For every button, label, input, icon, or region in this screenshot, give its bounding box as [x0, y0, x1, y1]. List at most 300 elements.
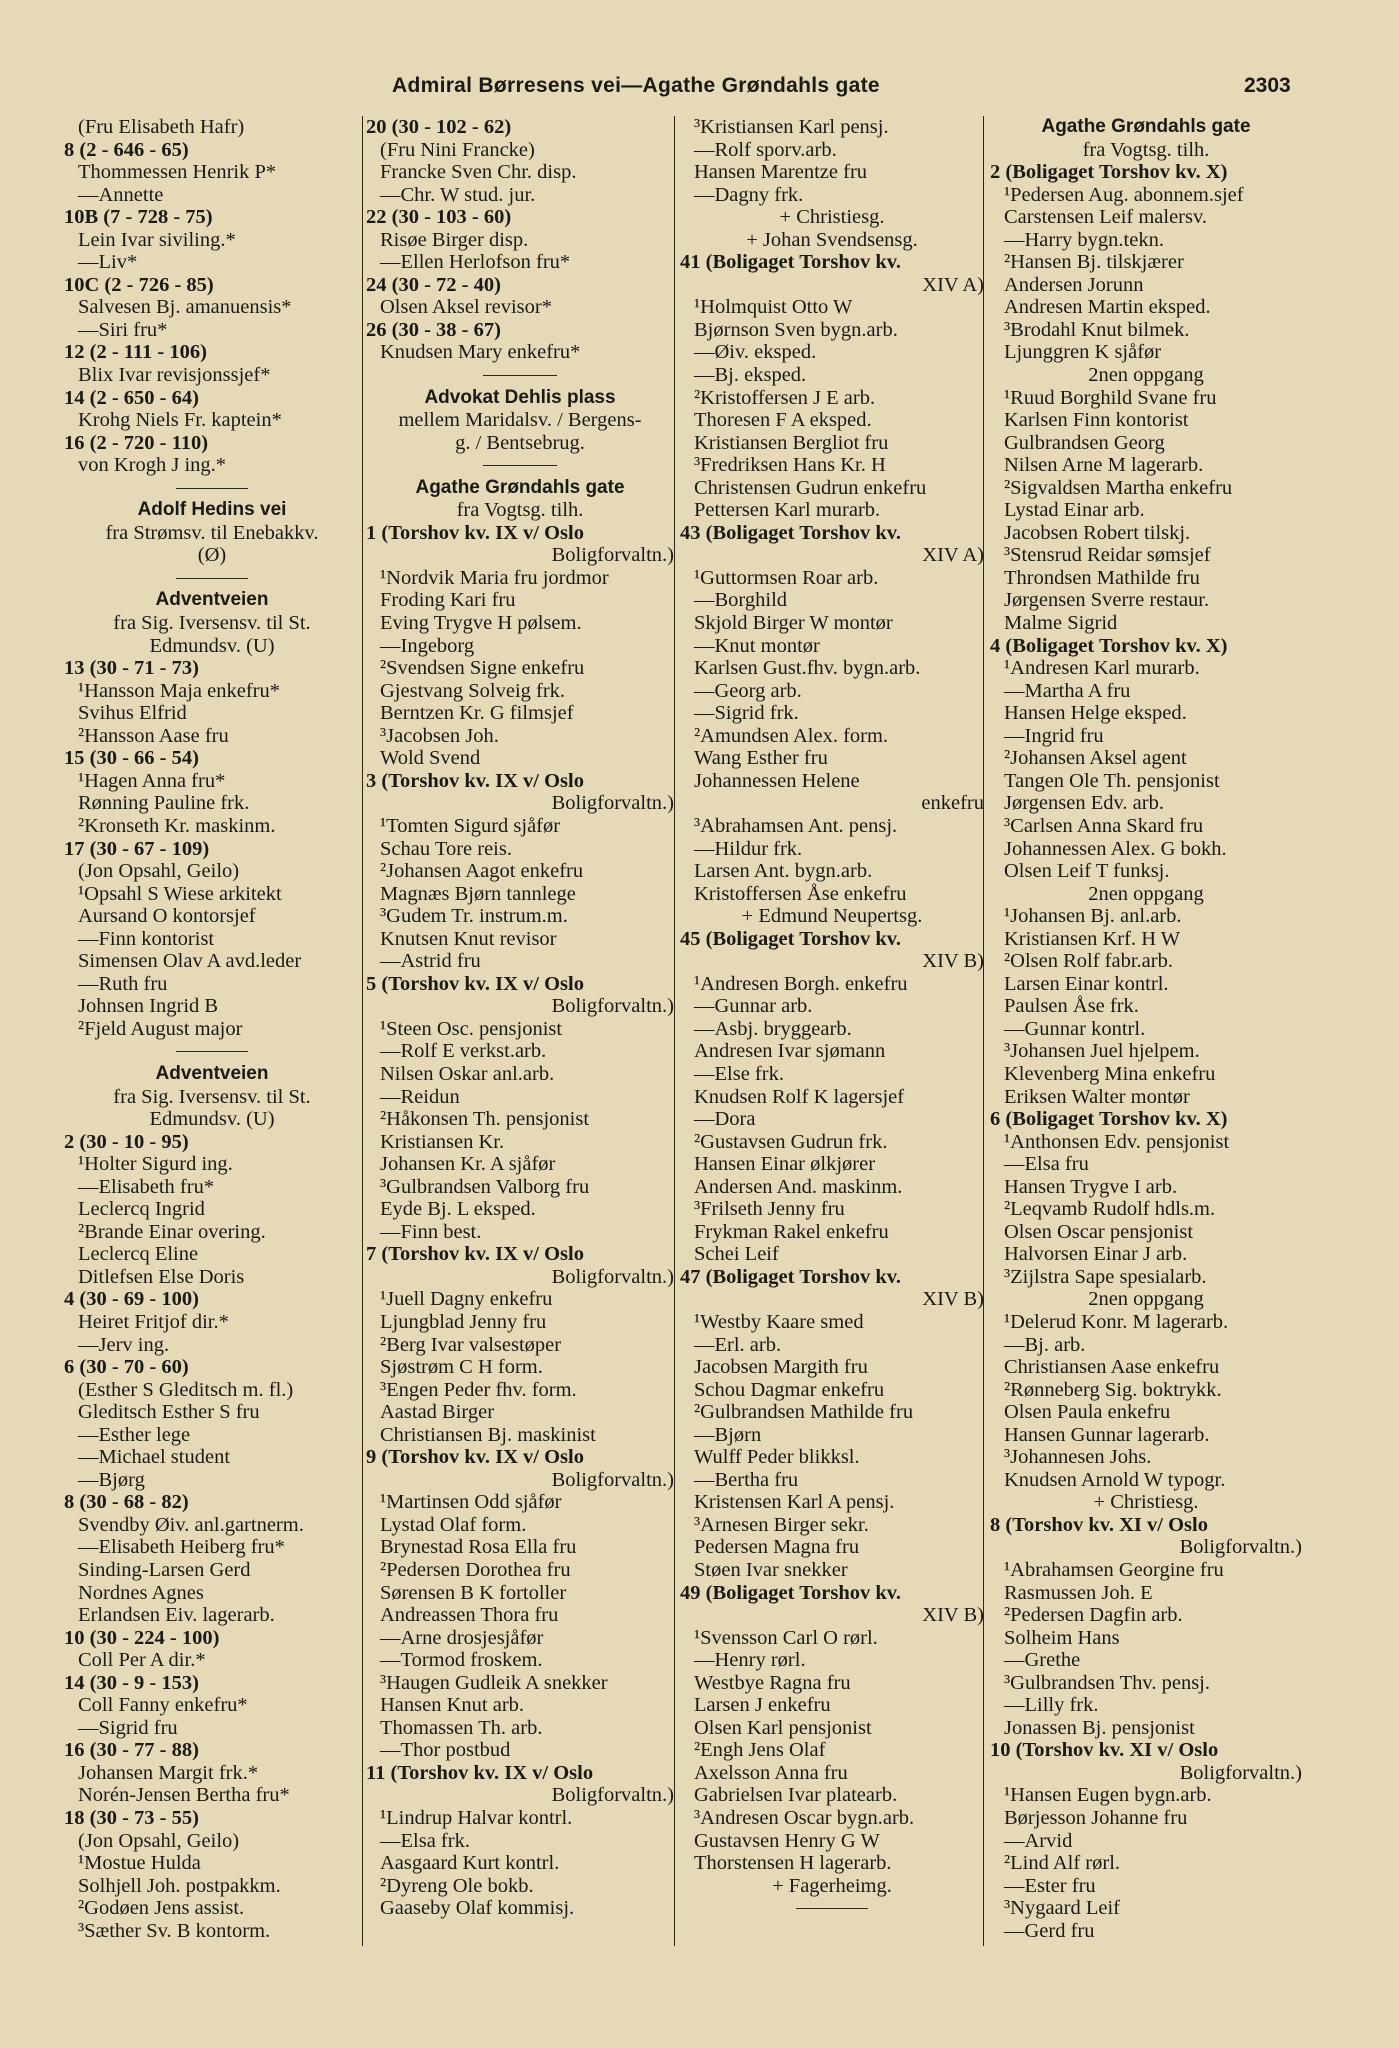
directory-line: Aasgaard Kurt kontrl. — [380, 1852, 560, 1875]
directory-line: ²Engh Jens Olaf — [694, 1739, 826, 1762]
directory-line: ³Johansen Juel hjelpem. — [1004, 1040, 1200, 1063]
directory-line: ¹Mostue Hulda — [78, 1852, 201, 1875]
directory-line: —Gerd fru — [1004, 1919, 1095, 1942]
directory-line: 10C (2 - 726 - 85) — [64, 273, 214, 296]
directory-line: Francke Sven Chr. disp. — [380, 161, 577, 184]
directory-line: + Fagerheimg. — [772, 1874, 892, 1897]
directory-line: ¹Anthonsen Edv. pensjonist — [1004, 1130, 1230, 1153]
directory-line: Jonassen Bj. pensjonist — [1004, 1716, 1195, 1739]
directory-line: ²Johansen Aagot enkefru — [380, 860, 584, 883]
directory-line: ¹Delerud Konr. M lagerarb. — [1004, 1310, 1229, 1333]
directory-line: Andersen Jorunn — [1004, 273, 1144, 296]
directory-line: —Knut montør — [694, 634, 820, 657]
directory-line: —Ingrid fru — [1004, 724, 1104, 747]
directory-line: ³Gulbrandsen Thv. pensj. — [1004, 1671, 1210, 1694]
directory-line: (Fru Nini Francke) — [380, 138, 535, 161]
directory-line: —Henry rørl. — [694, 1649, 806, 1672]
directory-line: —Dora — [694, 1108, 756, 1131]
directory-line: 2nen oppgang — [1088, 882, 1204, 905]
directory-line: ³Sæther Sv. B kontorm. — [78, 1919, 271, 1942]
directory-line: 16 (30 - 77 - 88) — [64, 1739, 199, 1762]
directory-line: —Bj. eksped. — [694, 364, 807, 387]
directory-line: 24 (30 - 72 - 40) — [366, 273, 501, 296]
directory-line: + Edmund Neupertsg. — [741, 905, 923, 928]
directory-line: 10 (Torshov kv. XI v/ Oslo — [990, 1739, 1219, 1762]
directory-line: —Sigrid fru — [78, 1716, 178, 1739]
directory-line: ³Arnesen Birger sekr. — [694, 1513, 869, 1536]
directory-line: ²Amundsen Alex. form. — [694, 724, 889, 747]
directory-line: 3 (Torshov kv. IX v/ Oslo — [366, 769, 584, 792]
directory-line: Andersen And. maskinm. — [694, 1175, 903, 1198]
directory-line: Gjestvang Solveig frk. — [380, 679, 566, 702]
directory-line: ²Kristoffersen J E arb. — [694, 386, 876, 409]
page-number: 2303 — [1244, 74, 1291, 97]
directory-line: Gustavsen Henry G W — [694, 1829, 880, 1852]
directory-line: 5 (Torshov kv. IX v/ Oslo — [366, 972, 584, 995]
directory-line: ²Lind Alf rørl. — [1004, 1852, 1121, 1875]
directory-line: —Finn kontorist — [78, 927, 215, 950]
directory-line: Skjold Birger W montør — [694, 612, 893, 635]
directory-line: 4 (Boligaget Torshov kv. X) — [990, 634, 1228, 657]
directory-line: ²Hansen Bj. tilskjærer — [1004, 251, 1184, 274]
directory-line: —Elsa frk. — [380, 1829, 470, 1852]
directory-line: Kristiansen Kr. — [380, 1130, 505, 1153]
directory-line: —Thor postbud — [380, 1739, 511, 1762]
directory-line: XIV A) — [922, 273, 984, 296]
directory-line: ²Gustavsen Gudrun frk. — [694, 1130, 888, 1153]
directory-line: Boligforvaltn.) — [1179, 1536, 1302, 1559]
directory-line: Hansen Gunnar lagerarb. — [1004, 1423, 1210, 1446]
directory-line: Nilsen Oskar anl.arb. — [380, 1062, 555, 1085]
directory-line: 9 (Torshov kv. IX v/ Oslo — [366, 1446, 584, 1469]
directory-line: —Reidun — [380, 1085, 460, 1108]
directory-line: ¹Westby Kaare smed — [694, 1310, 864, 1333]
directory-line: —Ester fru — [1004, 1874, 1096, 1897]
directory-line: Boligforvaltn.) — [551, 792, 674, 815]
directory-line: —Lilly frk. — [1004, 1694, 1099, 1717]
directory-line: Bjørnson Sven bygn.arb. — [694, 318, 898, 341]
directory-line: —Grethe — [1004, 1649, 1081, 1672]
directory-line: Eving Trygve H pølsem. — [380, 612, 582, 635]
directory-line: Sjøstrøm C H form. — [380, 1356, 543, 1379]
directory-line: Svihus Elfrid — [78, 702, 187, 725]
directory-line: Børjesson Johanne fru — [1004, 1807, 1188, 1830]
column-1 — [64, 116, 360, 1942]
directory-line: (Jon Opsahl, Geilo) — [78, 1829, 240, 1852]
directory-line: + Christiesg. — [779, 206, 885, 229]
directory-line: g. / Bentsebrug. — [455, 431, 585, 454]
directory-line: Klevenberg Mina enkefru — [1004, 1062, 1216, 1085]
directory-line: Axelsson Anna fru — [694, 1761, 848, 1784]
directory-line: 17 (30 - 67 - 109) — [64, 837, 210, 860]
directory-line: fra Vogtsg. tilh. — [456, 499, 584, 522]
directory-line: —Rolf E verkst.arb. — [380, 1040, 547, 1063]
directory-line: Brynestad Rosa Ella fru — [380, 1536, 577, 1559]
directory-line: ³Gudem Tr. instrum.m. — [380, 905, 568, 928]
directory-line: ²Godøen Jens assist. — [78, 1897, 245, 1920]
directory-line: Berntzen Kr. G filmsjef — [380, 702, 574, 725]
directory-line: —Rolf sporv.arb. — [694, 138, 837, 161]
directory-line: ¹Abrahamsen Georgine fru — [1004, 1559, 1224, 1581]
directory-line: Hansen Knut arb. — [380, 1694, 525, 1717]
directory-line: —Esther lege — [78, 1423, 191, 1446]
directory-line: ¹Martinsen Odd sjåfør — [380, 1491, 562, 1514]
directory-line: Boligforvaltn.) — [551, 1265, 674, 1288]
directory-line: —Ruth fru — [78, 972, 168, 995]
directory-line: Erlandsen Eiv. lagerarb. — [78, 1604, 275, 1627]
directory-line: Hansen Einar ølkjører — [694, 1153, 876, 1176]
directory-line: ³Fredriksen Hans Kr. H — [694, 454, 886, 477]
directory-line: Boligforvaltn.) — [551, 544, 674, 567]
directory-line: 2 (Boligaget Torshov kv. X) — [990, 161, 1228, 184]
column-2 — [366, 116, 674, 1920]
directory-line: (Fru Elisabeth Hafr) — [78, 116, 245, 138]
directory-line: 20 (30 - 102 - 62) — [366, 116, 512, 138]
directory-line: Gleditsch Esther S fru — [78, 1401, 260, 1424]
directory-line: ³Frilseth Jenny fru — [694, 1198, 845, 1221]
directory-line: Hansen Trygve I arb. — [1004, 1175, 1178, 1198]
directory-line: (Ø) — [197, 544, 227, 567]
directory-line: ²Rønneberg Sig. boktrykk. — [1004, 1378, 1222, 1401]
directory-line: Kristoffersen Åse enkefru — [694, 882, 907, 905]
directory-line: Ditlefsen Else Doris — [78, 1265, 245, 1288]
directory-line: 43 (Boligaget Torshov kv. — [680, 521, 901, 544]
directory-line: —Bertha fru — [694, 1468, 799, 1491]
directory-line: —Erl. arb. — [694, 1333, 782, 1356]
directory-line: 2 (30 - 10 - 95) — [64, 1130, 189, 1153]
directory-line: Frykman Rakel enkefru — [694, 1220, 889, 1243]
directory-line: Olsen Oscar pensjonist — [1004, 1220, 1194, 1243]
directory-line: Thorstensen H lagerarb. — [694, 1852, 892, 1875]
directory-line: Svendby Øiv. anl.gartnerm. — [78, 1513, 304, 1536]
directory-line: Thommessen Henrik P* — [78, 161, 277, 184]
directory-line: ²Kronseth Kr. maskinm. — [78, 814, 276, 837]
directory-line: Olsen Paula enkefru — [1004, 1401, 1171, 1424]
directory-line: —Arne drosjesjåfør — [380, 1626, 544, 1649]
directory-line: ³Jacobsen Joh. — [380, 724, 499, 747]
directory-line: 8 (Torshov kv. XI v/ Oslo — [990, 1513, 1208, 1536]
directory-line: ¹Ruud Borghild Svane fru — [1004, 386, 1217, 409]
directory-line: Thoresen F A eksped. — [694, 409, 872, 432]
directory-line: —Martha A fru — [1004, 679, 1131, 702]
directory-line: Leclercq Ingrid — [78, 1198, 205, 1221]
directory-line: ²Olsen Rolf fabr.arb. — [1004, 950, 1173, 973]
directory-line: Schau Tore reis. — [380, 837, 512, 860]
directory-line: ²Håkonsen Th. pensjonist — [380, 1108, 590, 1131]
directory-line: Nilsen Arne M lagerarb. — [1004, 454, 1204, 477]
directory-line: ²Leqvamb Rudolf hdls.m. — [1004, 1198, 1216, 1221]
directory-line: Thomassen Th. arb. — [380, 1716, 543, 1739]
directory-line: Andresen Ivar sjømann — [694, 1040, 886, 1063]
directory-line: —Siri fru* — [78, 318, 168, 341]
section-divider — [366, 364, 674, 387]
directory-line: Coll Fanny enkefru* — [78, 1694, 248, 1717]
directory-line: Kristiansen Bergliot fru — [694, 431, 889, 454]
directory-line: 10 (30 - 224 - 100) — [64, 1626, 220, 1649]
directory-line: —Elsa fru — [1004, 1153, 1089, 1176]
directory-line: Ljunggren K sjåfør — [1004, 341, 1162, 364]
directory-line: Olsen Aksel revisor* — [380, 296, 552, 319]
directory-line: Larsen Ant. bygn.arb. — [694, 860, 873, 883]
directory-line: Krohg Niels Fr. kaptein* — [78, 409, 282, 432]
directory-line: —Bj. arb. — [1004, 1333, 1086, 1356]
directory-line: Simensen Olav A avd.leder — [78, 950, 302, 973]
directory-line: Pedersen Magna fru — [694, 1536, 860, 1559]
directory-line: Rønning Pauline frk. — [78, 792, 250, 815]
directory-line: ³Andresen Oscar bygn.arb. — [694, 1807, 915, 1830]
directory-line: ³Gulbrandsen Valborg fru — [380, 1175, 590, 1198]
directory-line: —Jerv ing. — [78, 1333, 170, 1356]
directory-line: ³Abrahamsen Ant. pensj. — [694, 814, 898, 837]
directory-line: Jacobsen Robert tilskj. — [1004, 521, 1191, 544]
directory-line: 1 (Torshov kv. IX v/ Oslo — [366, 521, 584, 544]
directory-line: ¹Andresen Borgh. enkefru — [694, 972, 908, 995]
directory-line: —Chr. W stud. jur. — [380, 183, 536, 206]
directory-line: 49 (Boligaget Torshov kv. — [680, 1581, 901, 1604]
directory-line: ¹Tomten Sigurd sjåfør — [380, 814, 561, 837]
directory-line: Jørgensen Sverre restaur. — [1004, 589, 1210, 612]
directory-line: Karlsen Gust.fhv. bygn.arb. — [694, 657, 921, 680]
directory-line: 18 (30 - 73 - 55) — [64, 1807, 199, 1830]
directory-line: 15 (30 - 66 - 54) — [64, 747, 199, 770]
directory-line: 10B (7 - 728 - 75) — [64, 206, 213, 229]
directory-line: fra Sig. Iversensv. til St. — [113, 1085, 311, 1108]
directory-line: Gabrielsen Ivar platearb. — [694, 1784, 898, 1807]
directory-line: Knudsen Mary enkefru* — [380, 341, 581, 364]
directory-line: —Finn best. — [380, 1220, 482, 1243]
column-4 — [990, 116, 1302, 1942]
directory-line: —Astrid fru — [380, 950, 481, 973]
directory-line: —Ellen Herlofson fru* — [380, 251, 571, 274]
directory-line: Wang Esther fru — [694, 747, 828, 770]
directory-line: Rasmussen Joh. E — [1004, 1581, 1153, 1604]
directory-line: 2nen oppgang — [1088, 364, 1204, 387]
directory-line: —Georg arb. — [694, 679, 802, 702]
directory-line: (Esther S Gleditsch m. fl.) — [78, 1378, 294, 1401]
directory-line: 13 (30 - 71 - 73) — [64, 657, 199, 680]
directory-line: 2nen oppgang — [1088, 1288, 1204, 1311]
directory-line: Johannessen Alex. G bokh. — [1004, 837, 1227, 860]
directory-line: Knudsen Arnold W typogr. — [1004, 1468, 1226, 1491]
directory-line: Johansen Kr. A sjåfør — [380, 1153, 556, 1176]
directory-line: Boligforvaltn.) — [551, 995, 674, 1018]
directory-line: ²Berg Ivar valsestøper — [380, 1333, 562, 1356]
directory-line: 12 (2 - 111 - 106) — [64, 341, 207, 364]
directory-line: Eriksen Walter montør — [1004, 1085, 1190, 1108]
directory-line: 8 (30 - 68 - 82) — [64, 1491, 189, 1514]
directory-line: Larsen Einar kontrl. — [1004, 972, 1169, 995]
directory-line: 14 (2 - 650 - 64) — [64, 386, 199, 409]
directory-line: ²Gulbrandsen Mathilde fru — [694, 1401, 914, 1424]
directory-line: ³Brodahl Knut bilmek. — [1004, 318, 1190, 341]
directory-line: Gulbrandsen Georg — [1004, 431, 1165, 454]
directory-line: ¹Johansen Bj. anl.arb. — [1004, 905, 1182, 928]
directory-line: Heiret Fritjof dir.* — [78, 1310, 229, 1333]
directory-line: Solhjell Joh. postpakkm. — [78, 1874, 281, 1897]
directory-line: ¹Guttormsen Roar arb. — [694, 566, 879, 589]
directory-line: ¹Andresen Karl murarb. — [1004, 657, 1200, 680]
directory-line: ³Stensrud Reidar sømsjef — [1004, 544, 1211, 567]
directory-line: ³Johannesen Johs. — [1004, 1446, 1152, 1469]
directory-line: ³Carlsen Anna Skard fru — [1004, 814, 1204, 837]
directory-line: XIV B) — [922, 950, 984, 973]
page-header-title: Admiral Børresens vei—Agathe Grøndahls gate — [392, 74, 880, 97]
directory-line: Salvesen Bj. amanuensis* — [78, 296, 292, 319]
directory-line: Knutsen Knut revisor — [380, 927, 557, 950]
directory-line: ¹Juell Dagny enkefru — [380, 1288, 553, 1311]
directory-line: —Elisabeth Heiberg fru* — [78, 1536, 285, 1559]
directory-line: ³Haugen Gudleik A snekker — [380, 1671, 608, 1694]
directory-line: ¹Lindrup Halvar kontrl. — [380, 1807, 573, 1830]
section-divider — [64, 567, 360, 590]
directory-line: Aastad Birger — [380, 1401, 495, 1424]
directory-line: Olsen Karl pensjonist — [694, 1716, 872, 1739]
directory-line: Carstensen Leif malersv. — [1004, 206, 1208, 229]
section-divider — [680, 1897, 984, 1920]
directory-line: Westbye Ragna fru — [694, 1671, 851, 1694]
directory-line: Wold Svend — [380, 747, 481, 770]
directory-line: Schei Leif — [694, 1243, 779, 1266]
directory-line: ¹Hansen Eugen bygn.arb. — [1004, 1784, 1212, 1807]
directory-line: Schou Dagmar enkefru — [694, 1378, 885, 1401]
column-rule — [362, 116, 363, 1946]
directory-line: Ljungblad Jenny fru — [380, 1310, 547, 1333]
directory-line: ²Dyreng Ole bokb. — [380, 1874, 534, 1897]
street-heading: Agathe Grøndahls gate — [1041, 116, 1251, 137]
directory-line: Risøe Birger disp. — [380, 228, 529, 251]
directory-line: Lystad Einar arb. — [1004, 499, 1145, 522]
directory-line: Halvorsen Einar J arb. — [1004, 1243, 1188, 1266]
directory-line: ²Johansen Aksel agent — [1004, 747, 1187, 770]
directory-line: fra Strømsv. til Enebakkv. — [105, 521, 319, 544]
directory-line: 41 (Boligaget Torshov kv. — [680, 251, 901, 274]
directory-line: 4 (30 - 69 - 100) — [64, 1288, 199, 1311]
directory-line: Johnsen Ingrid B — [78, 995, 219, 1018]
directory-line: 6 (30 - 70 - 60) — [64, 1356, 189, 1379]
directory-line: Christiansen Bj. maskinist — [380, 1423, 596, 1446]
directory-line: fra Vogtsg. tilh. — [1082, 138, 1210, 161]
directory-line: Wulff Peder blikksl. — [694, 1446, 860, 1469]
directory-line: —Asbj. bryggearb. — [694, 1017, 852, 1040]
directory-line: Olsen Leif T funksj. — [1004, 860, 1170, 883]
directory-line: ¹Nordvik Maria fru jordmor — [380, 566, 609, 589]
directory-line: ²Svendsen Signe enkefru — [380, 657, 585, 680]
directory-line: ¹Hagen Anna fru* — [78, 769, 226, 792]
directory-line: ²Pedersen Dagfin arb. — [1004, 1604, 1183, 1627]
directory-line: XIV A) — [922, 544, 984, 567]
directory-line: Tangen Ole Th. pensjonist — [1004, 769, 1220, 792]
directory-line: ¹Hansson Maja enkefru* — [78, 679, 280, 702]
column-3 — [680, 116, 984, 1920]
directory-line: —Gunnar arb. — [694, 995, 813, 1018]
directory-line: Nordnes Agnes — [78, 1581, 204, 1604]
directory-line: Norén-Jensen Bertha fru* — [78, 1784, 290, 1807]
directory-line: —Liv* — [78, 251, 138, 274]
directory-line: ²Pedersen Dorothea fru — [380, 1559, 571, 1581]
section-divider — [366, 454, 674, 477]
directory-line: 45 (Boligaget Torshov kv. — [680, 927, 901, 950]
directory-line: (Jon Opsahl, Geilo) — [78, 860, 240, 883]
directory-line: —Tormod froskem. — [380, 1649, 543, 1672]
directory-line: Johannessen Helene — [694, 769, 860, 792]
directory-line: ¹Steen Osc. pensjonist — [380, 1017, 563, 1040]
directory-line: —Borghild — [694, 589, 788, 612]
directory-line: ¹Holmquist Otto W — [694, 296, 853, 319]
directory-line: ³Kristiansen Karl pensj. — [694, 116, 889, 138]
directory-line: Eyde Bj. L eksped. — [380, 1198, 536, 1221]
directory-line: —Elisabeth fru* — [78, 1175, 215, 1198]
directory-line: ¹Opsahl S Wiese arkitekt — [78, 882, 282, 905]
directory-line: Boligforvaltn.) — [551, 1468, 674, 1491]
section-divider — [64, 1040, 360, 1063]
directory-line: Aursand O kontorsjef — [78, 905, 256, 928]
directory-line: Johansen Margit frk.* — [78, 1761, 259, 1784]
directory-line: —Michael student — [78, 1446, 231, 1469]
directory-line: XIV B) — [922, 1604, 984, 1627]
section-divider — [64, 477, 360, 500]
street-heading: Adventveien — [155, 1062, 269, 1084]
directory-line: ³Zijlstra Sape spesialarb. — [1004, 1265, 1207, 1288]
directory-line: —Harry bygn.tekn. — [1004, 228, 1164, 251]
directory-line: Jørgensen Edv. arb. — [1004, 792, 1164, 815]
directory-line: —Hildur frk. — [694, 837, 803, 860]
street-heading: Adventveien — [155, 589, 269, 611]
directory-line: Blix Ivar revisjonssjef* — [78, 364, 271, 387]
directory-line: Andreassen Thora fru — [380, 1604, 559, 1627]
directory-line: Sinding-Larsen Gerd — [78, 1559, 251, 1581]
directory-line: Edmundsv. (U) — [149, 1108, 275, 1131]
directory-line: 26 (30 - 38 - 67) — [366, 318, 501, 341]
directory-line: ²Fjeld August major — [78, 1017, 243, 1040]
directory-line: 7 (Torshov kv. IX v/ Oslo — [366, 1243, 584, 1266]
directory-line: 11 (Torshov kv. IX v/ Oslo — [366, 1761, 594, 1784]
directory-line: + Johan Svendsensg. — [746, 228, 918, 251]
directory-line: —Bjørn — [694, 1423, 762, 1446]
directory-line: Gaaseby Olaf kommisj. — [380, 1897, 575, 1920]
column-rule — [674, 116, 675, 1946]
directory-line: enkefru — [921, 792, 984, 815]
directory-line: Throndsen Mathilde fru — [1004, 566, 1200, 589]
directory-line: 14 (30 - 9 - 153) — [64, 1671, 199, 1694]
directory-line: Edmundsv. (U) — [149, 634, 275, 657]
directory-line: Christiansen Aase enkefru — [1004, 1356, 1220, 1379]
directory-line: 16 (2 - 720 - 110) — [64, 431, 209, 454]
directory-line: Boligforvaltn.) — [1179, 1761, 1302, 1784]
directory-line: von Krogh J ing.* — [78, 454, 227, 477]
directory-line: Hansen Helge eksped. — [1004, 702, 1187, 725]
directory-line: ²Brande Einar overing. — [78, 1220, 266, 1243]
directory-line: mellem Maridalsv. / Bergens- — [398, 409, 642, 432]
directory-line: Paulsen Åse frk. — [1004, 995, 1139, 1018]
directory-line: —Ingeborg — [380, 634, 475, 657]
directory-line: Larsen J enkefru — [694, 1694, 831, 1717]
directory-line: XIV B) — [922, 1288, 984, 1311]
directory-line: —Bjørg — [78, 1468, 145, 1491]
directory-line: Leclercq Eline — [78, 1243, 199, 1266]
directory-line: Christensen Gudrun enkefru — [694, 476, 927, 499]
directory-line: ¹Pedersen Aug. abonnem.sjef — [1004, 183, 1244, 206]
directory-line: Pettersen Karl murarb. — [694, 499, 881, 522]
street-heading: Agathe Grøndahls gate — [415, 476, 625, 498]
directory-line: Coll Per A dir.* — [78, 1649, 206, 1672]
directory-line: 6 (Boligaget Torshov kv. X) — [990, 1108, 1228, 1131]
directory-line: Malme Sigrid — [1004, 612, 1118, 635]
directory-line: 8 (2 - 646 - 65) — [64, 138, 189, 161]
street-heading: Advokat Dehlis plass — [424, 386, 616, 408]
directory-line: —Gunnar kontrl. — [1004, 1017, 1146, 1040]
directory-line: Støen Ivar snekker — [694, 1559, 848, 1581]
directory-line: Solheim Hans — [1004, 1626, 1120, 1649]
